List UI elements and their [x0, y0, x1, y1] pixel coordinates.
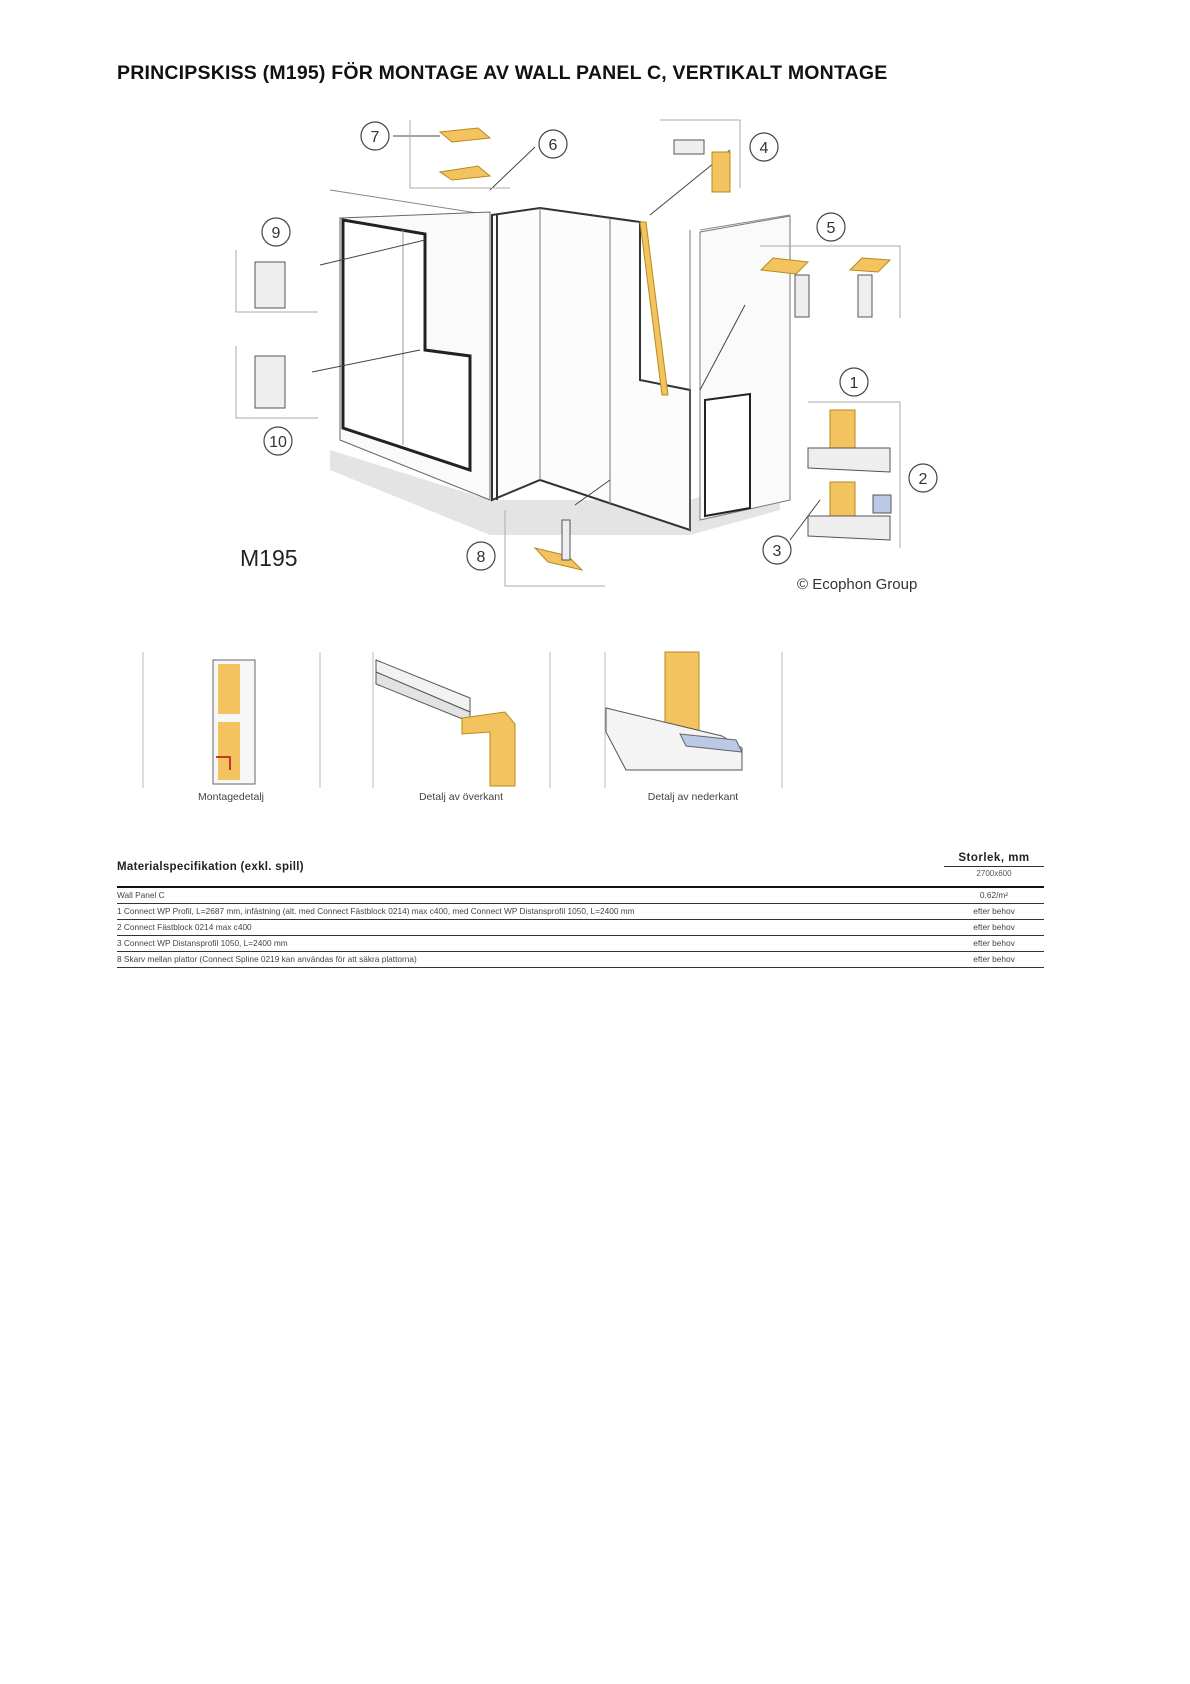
right-panel — [705, 394, 750, 516]
callout-label: 6 — [548, 137, 558, 154]
table-row — [117, 888, 1044, 904]
page-title: PRINCIPSKISS (M195) FÖR MONTAGE AV WALL PANEL C, VERTIKALT MONTAGE — [117, 62, 888, 84]
caption-montagedetalj: Montagedetalj — [198, 791, 264, 803]
callout-label: 4 — [759, 140, 769, 157]
callout-label: 1 — [849, 375, 859, 392]
row-text: 1 Connect WP Profil, L=2687 mm, infästning (alt. med Connect Fästblock 0214) max c400, med Connect WP Distansprofil 1050, L=2400 mm — [117, 906, 635, 916]
callout-label: 9 — [271, 225, 281, 242]
row-value: efter behov — [973, 938, 1015, 948]
caption-overkant: Detalj av överkant — [418, 791, 504, 803]
callout-label: 8 — [476, 549, 486, 566]
row-value: efter behov — [973, 922, 1015, 932]
row-value: efter behov — [973, 954, 1015, 964]
callout-label: 2 — [918, 471, 928, 488]
caption-nederkant: Detalj av nederkant — [647, 791, 739, 803]
callout-label: 10 — [269, 434, 287, 451]
spec-table — [117, 888, 1044, 968]
row-text: 3 Connect WP Distansprofil 1050, L=2400 mm — [117, 938, 288, 948]
detail-top-panel — [462, 712, 515, 786]
table-row — [117, 904, 1044, 920]
callout-label: 5 — [826, 220, 836, 237]
panel-edge — [640, 222, 668, 395]
table-row — [117, 952, 1044, 968]
model-label: M195 — [240, 545, 298, 571]
table-row — [117, 936, 1044, 952]
copyright: © Ecophon Group — [797, 576, 918, 593]
callout-label: 3 — [772, 543, 782, 560]
size-header: Storlek, mm — [958, 852, 1030, 864]
row-text: 2 Connect Fästblock 0214 max c400 — [117, 922, 252, 932]
row-value: 0.62/m² — [979, 890, 1009, 900]
size-subheader: 2700x600 — [976, 869, 1012, 878]
row-text: 8 Skarv mellan plattor (Connect Spline 0219 kan användas för att säkra plattorna) — [117, 954, 417, 964]
table-row — [117, 920, 1044, 936]
size-divider — [944, 866, 1044, 867]
callout-label: 7 — [370, 129, 380, 146]
row-text: Wall Panel C — [117, 890, 165, 900]
spec-title: Materialspecifikation (exkl. spill) — [117, 861, 304, 873]
row-value: efter behov — [973, 906, 1015, 916]
